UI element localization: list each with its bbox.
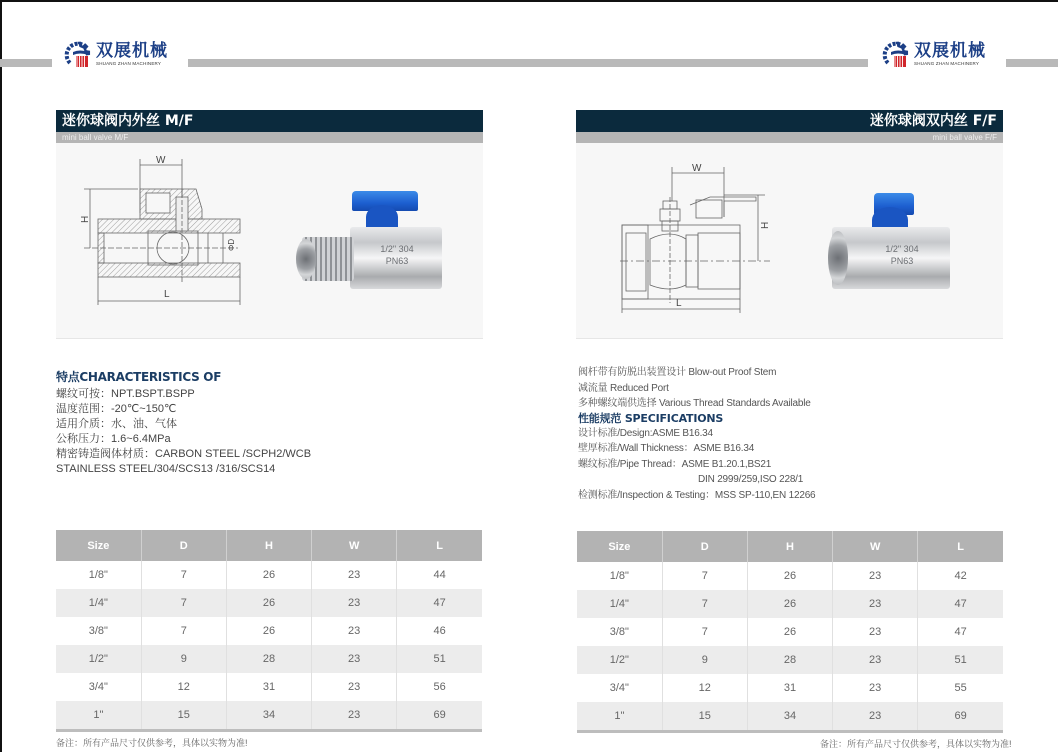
cell-h: 26 [747, 590, 832, 618]
cell-size: 3/4" [56, 673, 141, 701]
cell-l: 42 [918, 562, 1003, 590]
table-row [577, 674, 1003, 702]
dimension-table-mf [56, 530, 482, 729]
col-l: L [918, 531, 1003, 562]
gear-logo-icon [64, 41, 92, 69]
characteristics-heading: 特点CHARACTERISTICS OF [56, 370, 222, 384]
right-product-panel [576, 110, 1003, 339]
product-subtitle: mini ball valve F/F [576, 132, 1003, 143]
cell-d: 15 [141, 701, 226, 729]
cell-d: 7 [141, 589, 226, 617]
technical-drawing-mf [78, 153, 248, 313]
table-row [577, 590, 1003, 618]
brand-logo-right [882, 40, 986, 70]
cell-w: 23 [312, 645, 397, 673]
header-bar-center [188, 59, 868, 67]
table-row [577, 646, 1003, 674]
brand-name-en: SHUANG ZHAN MACHINERY [96, 61, 162, 67]
col-h: H [226, 530, 311, 561]
valve-port [296, 239, 316, 279]
cell-size: 1" [577, 702, 662, 730]
valve-stamp: 1/2" 304 PN63 [885, 244, 919, 266]
cell-w: 23 [833, 590, 918, 618]
cell-w: 23 [833, 618, 918, 646]
cell-l: 69 [397, 701, 482, 729]
table-header-row [56, 530, 482, 561]
cell-h: 31 [226, 673, 311, 701]
table-bottom-rule [577, 730, 1003, 733]
cell-l: 46 [397, 617, 482, 645]
cell-l: 47 [397, 589, 482, 617]
cell-size: 3/4" [577, 674, 662, 702]
characteristic-line: 适用介质：水、油、气体 [56, 418, 177, 430]
col-l: L [397, 530, 482, 561]
handle-neck [366, 205, 398, 229]
spec-line: 螺纹标准/Pipe Thread：ASME B1.20.1,BS21 [578, 458, 772, 470]
product-title: 迷你球阀双内丝 F/F [576, 110, 1003, 132]
product-subtitle: mini ball valve M/F [56, 132, 483, 143]
technical-drawing-ff [610, 153, 780, 323]
cell-h: 26 [747, 618, 832, 646]
characteristic-line: 螺纹可按：NPT.BSPT.BSPP [56, 388, 195, 400]
table-row [577, 702, 1003, 730]
col-h: H [747, 531, 832, 562]
table-row [56, 701, 482, 729]
table-row [56, 561, 482, 589]
dim-l-label: L [676, 298, 682, 309]
cell-d: 7 [662, 562, 747, 590]
cell-h: 26 [747, 562, 832, 590]
cell-d: 12 [141, 673, 226, 701]
col-d: D [141, 530, 226, 561]
features-specs-section [578, 365, 878, 503]
valve-stamp: 1/2" 304 PN63 [380, 244, 414, 266]
cell-l: 55 [918, 674, 1003, 702]
header-bar-right-edge [1006, 59, 1058, 67]
cell-d: 9 [662, 646, 747, 674]
brand-name-en: SHUANG ZHAN MACHINERY [914, 61, 980, 67]
spec-line: 设计标准/Design:ASME B16.34 [578, 427, 713, 439]
feature-line: 多种螺纹端供选择 Various Thread Standards Available [578, 398, 811, 409]
table-row [577, 618, 1003, 646]
characteristic-line: 精密铸造阀体材质：CARBON STEEL /SCPH2/WCB [56, 448, 312, 460]
cell-h: 26 [226, 561, 311, 589]
characteristics-section [56, 370, 356, 477]
cell-w: 23 [833, 646, 918, 674]
cell-size: 1/4" [577, 590, 662, 618]
cell-w: 23 [312, 561, 397, 589]
cell-l: 44 [397, 561, 482, 589]
dim-h-label: H [80, 215, 91, 223]
dim-d-label: ΦD [227, 238, 236, 251]
cell-size: 1/2" [577, 646, 662, 674]
brand-name-cn: 双展机械 [914, 41, 986, 62]
characteristic-line: STAINLESS STEEL/304/SCS13 /316/SCS14 [56, 463, 276, 475]
cell-size: 1/4" [56, 589, 141, 617]
valve-port [828, 231, 848, 285]
cell-size: 1/8" [577, 562, 662, 590]
cell-size: 3/8" [577, 618, 662, 646]
spec-line: 壁厚标准/Wall Thickness：ASME B16.34 [578, 443, 755, 454]
feature-line: 阀杆带有防脱出装置设计 Blow-out Proof Stem [578, 367, 777, 378]
cell-l: 51 [918, 646, 1003, 674]
left-product-panel [56, 110, 483, 339]
table-bottom-rule [56, 729, 482, 732]
brand-logo-left [64, 40, 168, 70]
cell-d: 7 [662, 618, 747, 646]
cell-size: 3/8" [56, 617, 141, 645]
cell-d: 7 [662, 590, 747, 618]
dim-l-label: L [164, 289, 170, 300]
specifications-heading: 性能规范 SPECIFICATIONS [578, 411, 724, 425]
header-bar-left-edge [0, 59, 52, 67]
dim-w-label: W [692, 163, 702, 174]
cell-size: 1/8" [56, 561, 141, 589]
cell-h: 28 [747, 646, 832, 674]
product-figure-area [56, 143, 483, 339]
footnote: 备注：所有产品尺寸仅供参考，具体以实物为准! [56, 738, 248, 748]
cell-w: 23 [312, 589, 397, 617]
cell-d: 12 [662, 674, 747, 702]
spec-line: DIN 2999/259,ISO 228/1 [698, 474, 804, 485]
cell-l: 69 [918, 702, 1003, 730]
col-w: W [312, 530, 397, 561]
feature-line: 减流量 Reduced Port [578, 382, 669, 394]
cell-w: 23 [833, 674, 918, 702]
cell-d: 9 [141, 645, 226, 673]
cell-size: 1/2" [56, 645, 141, 673]
cell-d: 7 [141, 561, 226, 589]
cell-d: 7 [141, 617, 226, 645]
cell-w: 23 [312, 617, 397, 645]
table-header-row [577, 531, 1003, 562]
cell-h: 26 [226, 617, 311, 645]
table-row [56, 617, 482, 645]
table-row [56, 645, 482, 673]
cell-h: 31 [747, 674, 832, 702]
dim-h-label: H [760, 221, 771, 229]
cell-w: 23 [833, 562, 918, 590]
cell-h: 34 [747, 702, 832, 730]
characteristic-line: 温度范围：-20℃~150℃ [56, 403, 177, 415]
table-row [577, 562, 1003, 590]
dimension-table-ff [577, 531, 1003, 730]
table-row [56, 589, 482, 617]
col-size: Size [56, 530, 141, 561]
cell-l: 47 [918, 590, 1003, 618]
spec-line: 检测标准/Inspection & Testing：MSS SP-110,EN 12266 [578, 489, 816, 501]
col-size: Size [577, 531, 662, 562]
cell-h: 26 [226, 589, 311, 617]
table-row [56, 673, 482, 701]
cell-l: 47 [918, 618, 1003, 646]
cell-h: 34 [226, 701, 311, 729]
cell-l: 51 [397, 645, 482, 673]
brand-name-cn: 双展机械 [96, 41, 168, 62]
cell-w: 23 [312, 673, 397, 701]
footnote: 备注：所有产品尺寸仅供参考，具体以实物为准! [820, 739, 1012, 749]
cell-l: 56 [397, 673, 482, 701]
cell-h: 28 [226, 645, 311, 673]
cell-d: 15 [662, 702, 747, 730]
product-figure-area [576, 143, 1003, 339]
product-title: 迷你球阀内外丝 M/F [56, 110, 483, 132]
cell-size: 1" [56, 701, 141, 729]
col-d: D [662, 531, 747, 562]
product-photo-ff [828, 193, 958, 303]
gear-logo-icon [882, 41, 910, 69]
cell-w: 23 [833, 702, 918, 730]
characteristic-line: 公称压力：1.6~6.4MPa [56, 433, 171, 445]
product-photo-mf [292, 191, 492, 331]
cell-w: 23 [312, 701, 397, 729]
col-w: W [833, 531, 918, 562]
dim-w-label: W [156, 155, 166, 166]
